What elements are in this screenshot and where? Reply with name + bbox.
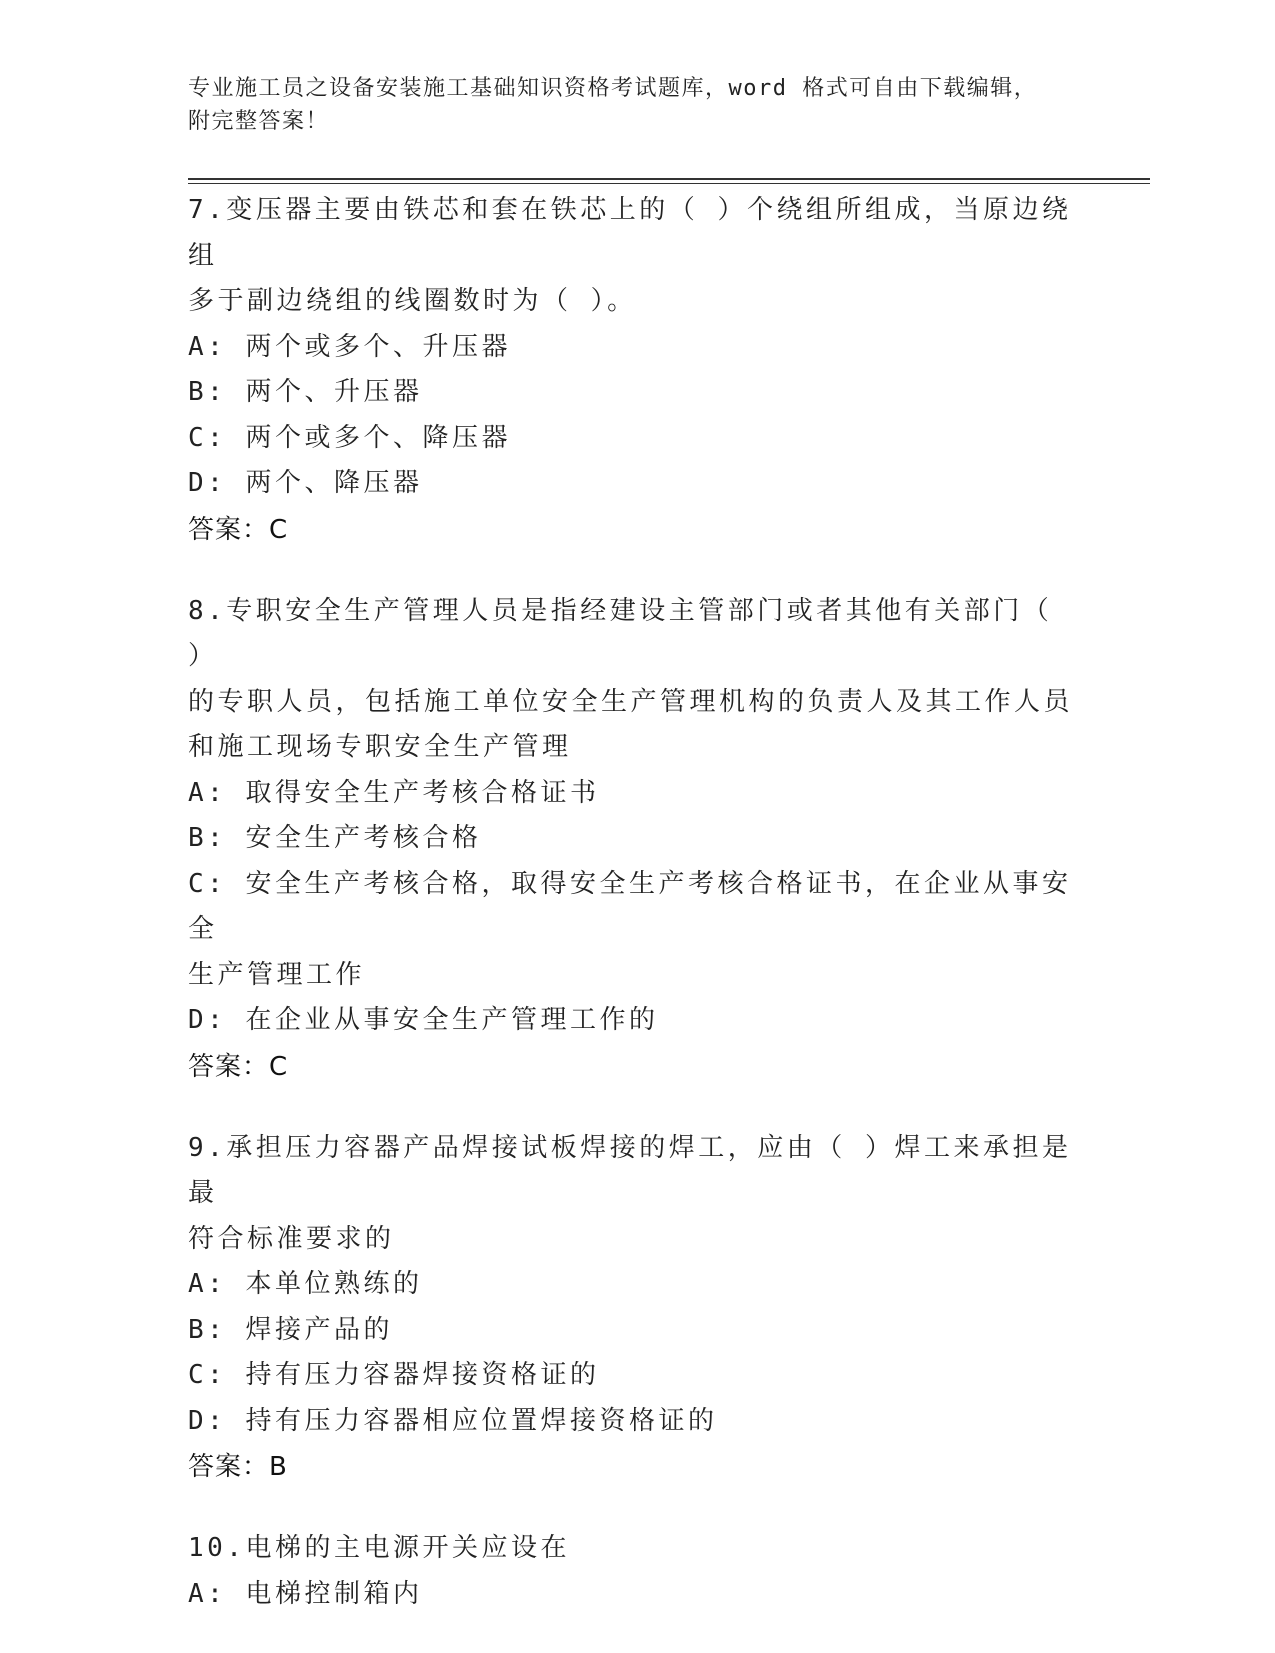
option-a: A: 取得安全生产考核合格证书	[188, 777, 600, 808]
option-b: B: 两个、升压器	[188, 377, 423, 407]
answer-label: 答案：C	[188, 1051, 289, 1082]
header-line-2: 附完整答案！	[188, 109, 330, 134]
answer-label: 答案：B	[188, 1452, 288, 1482]
question-10	[188, 1526, 1078, 1617]
option-c: C: 持有压力容器焊接资格证的	[188, 1360, 600, 1390]
option-a: A: 本单位熟练的	[188, 1269, 423, 1299]
option-c: C: 两个或多个、降压器	[188, 422, 511, 453]
question-stem: 8.专职安全生产管理人员是指经建设主管部门或者其他有关部门（ ）	[188, 595, 1053, 671]
question-stem: 多于副边绕组的线圈数时为（ ）。	[188, 286, 637, 316]
question-list	[188, 188, 1078, 1653]
answer-label: 答案：C	[188, 514, 289, 545]
option-a: A: 电梯控制箱内	[188, 1578, 423, 1609]
option-d: D: 在企业从事安全生产管理工作的	[188, 1005, 659, 1035]
header-line-1: 专业施工员之设备安装施工基础知识资格考试题库，word 格式可自由下载编辑，	[188, 76, 1038, 101]
option-b: B: 安全生产考核合格	[188, 823, 482, 853]
question-stem: 10.电梯的主电源开关应设在	[188, 1533, 570, 1563]
question-stem: 9.承担压力容器产品焊接试板焊接的焊工，应由（ ）焊工来承担是最	[188, 1132, 1072, 1208]
option-d: D: 两个、降压器	[188, 468, 423, 498]
question-stem: 7.变压器主要由铁芯和套在铁芯上的（ ）个绕组所组成，当原边绕组	[188, 195, 1072, 271]
header-divider-thick	[188, 178, 1150, 180]
document-header	[188, 72, 1088, 138]
question-9	[188, 1126, 1078, 1491]
question-stem: 的专职人员，包括施工单位安全生产管理机构的负责人及其工作人员	[188, 686, 1074, 717]
option-b: B: 焊接产品的	[188, 1314, 393, 1345]
option-c: C: 安全生产考核合格，取得安全生产考核合格证书，在企业从事安全	[188, 868, 1072, 944]
question-8	[188, 589, 1078, 1090]
header-divider-thin	[188, 183, 1150, 184]
option-d: D: 持有压力容器相应位置焊接资格证的	[188, 1405, 718, 1436]
option-a: A: 两个或多个、升压器	[188, 331, 511, 362]
question-7	[188, 188, 1078, 553]
question-stem: 和施工现场专职安全生产管理	[188, 732, 572, 762]
option-c-continued: 生产管理工作	[188, 959, 366, 990]
question-stem: 符合标准要求的	[188, 1223, 395, 1254]
